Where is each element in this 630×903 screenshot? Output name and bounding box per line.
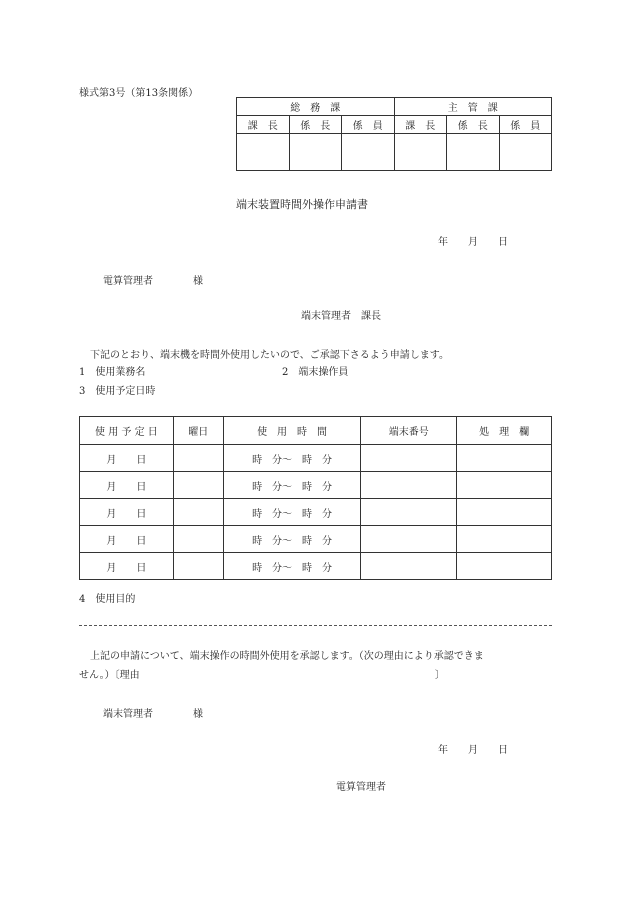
time-cell[interactable]: 時 分〜 時 分 [223, 553, 361, 580]
process-cell[interactable] [457, 499, 552, 526]
process-cell[interactable] [457, 526, 552, 553]
approval-text-line1: 上記の申請について、端末操作の時間外使用を承認します。（次の理由により承認できま [90, 651, 484, 662]
role-cell: 係 員 [499, 116, 552, 134]
process-cell[interactable] [457, 472, 552, 499]
intro-text: 下記のとおり、端末機を時間外使用したいので、ご承認下さるよう申請します。 [90, 350, 449, 361]
terminal-cell[interactable] [361, 553, 457, 580]
schedule-table [79, 416, 552, 580]
item-schedule: 3 使用予定日時 [79, 386, 156, 397]
table-row [80, 445, 552, 472]
group-shukan: 主 管 課 [394, 98, 552, 116]
stamp-cell[interactable] [394, 134, 447, 171]
time-cell[interactable]: 時 分〜 時 分 [223, 472, 361, 499]
weekday-cell[interactable] [173, 526, 223, 553]
header-date: 使 用 予 定 日 [80, 417, 174, 445]
stamp-cell[interactable] [342, 134, 395, 171]
role-cell: 課 長 [237, 116, 290, 134]
terminal-cell[interactable] [361, 499, 457, 526]
item-operator: 2 端末操作員 [282, 367, 349, 378]
stamp-cell[interactable] [237, 134, 290, 171]
signer: 電算管理者 [336, 782, 386, 793]
group-soumu: 総 務 課 [237, 98, 395, 116]
date-cell[interactable]: 月 日 [80, 445, 174, 472]
item-business-name: 1 使用業務名 [79, 367, 146, 378]
time-cell[interactable]: 時 分〜 時 分 [223, 445, 361, 472]
date-line2: 年 月 日 [438, 745, 508, 756]
weekday-cell[interactable] [173, 499, 223, 526]
table-row [80, 553, 552, 580]
header-time: 使 用 時 間 [223, 417, 361, 445]
addressee: 電算管理者 様 [103, 276, 203, 287]
time-cell[interactable]: 時 分〜 時 分 [223, 499, 361, 526]
role-cell: 課 長 [394, 116, 447, 134]
date-cell[interactable]: 月 日 [80, 553, 174, 580]
time-cell[interactable]: 時 分〜 時 分 [223, 526, 361, 553]
header-weekday: 曜日 [173, 417, 223, 445]
date-cell[interactable]: 月 日 [80, 472, 174, 499]
addressee2: 端末管理者 様 [103, 709, 203, 720]
item-purpose: 4 使用目的 [79, 594, 136, 605]
stamp-cell[interactable] [289, 134, 342, 171]
role-cell: 係 員 [342, 116, 395, 134]
process-cell[interactable] [457, 445, 552, 472]
table-row [80, 499, 552, 526]
stamp-cell[interactable] [447, 134, 500, 171]
weekday-cell[interactable] [173, 445, 223, 472]
approval-text-line2: せん。）〔理由 [79, 670, 140, 681]
approval-stamp-table [236, 97, 552, 171]
form-number: 様式第3号（第13条関係） [79, 88, 199, 99]
role-cell: 係 長 [289, 116, 342, 134]
terminal-cell[interactable] [361, 472, 457, 499]
reason-bracket-end: 〕 [435, 670, 445, 681]
date-cell[interactable]: 月 日 [80, 499, 174, 526]
date-line: 年 月 日 [438, 237, 508, 248]
role-cell: 係 長 [447, 116, 500, 134]
document-title: 端末装置時間外操作申請書 [236, 198, 368, 211]
process-cell[interactable] [457, 553, 552, 580]
weekday-cell[interactable] [173, 472, 223, 499]
terminal-cell[interactable] [361, 526, 457, 553]
table-row [80, 526, 552, 553]
date-cell[interactable]: 月 日 [80, 526, 174, 553]
weekday-cell[interactable] [173, 553, 223, 580]
applicant: 端末管理者 課長 [301, 311, 381, 322]
table-row [80, 472, 552, 499]
stamp-cell[interactable] [499, 134, 552, 171]
header-terminal: 端末番号 [361, 417, 457, 445]
terminal-cell[interactable] [361, 445, 457, 472]
header-process: 処 理 欄 [457, 417, 552, 445]
dotted-divider [79, 625, 552, 626]
